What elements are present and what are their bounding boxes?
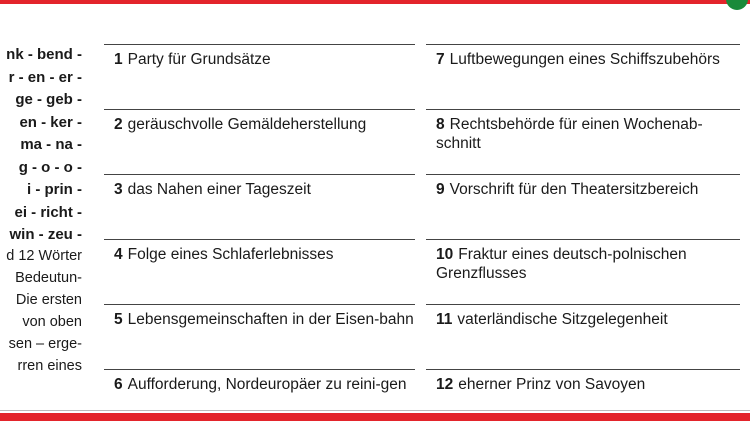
clue-number: 9 (436, 181, 445, 198)
syllable-row: ei - richt - (14, 203, 82, 221)
clue-item (426, 174, 740, 199)
clue-number: 5 (114, 311, 123, 328)
clue-text: eherner Prinz von Savoyen (458, 376, 646, 393)
clue-text: Vorschrift für den Theatersitzbereich (449, 181, 699, 198)
instruction-line: von oben (22, 314, 82, 330)
top-red-tab (214, 0, 228, 4)
clue-text: Fraktur eines deutsch-polnischen Grenzflusses (436, 246, 687, 282)
instruction-line: d 12 Wörter (6, 248, 82, 264)
clue-text: das Nahen einer Tageszeit (127, 181, 311, 198)
syllable-row: en - ker - (19, 113, 82, 131)
syllable-row: i - prin - (27, 181, 82, 198)
clue-item (426, 369, 740, 394)
clue-item (426, 304, 740, 329)
clue-number: 8 (436, 116, 445, 133)
clue-item (104, 304, 415, 329)
clue-text: Lebensgemeinschaften in der Eisen-bahn (127, 311, 414, 328)
clue-item (104, 369, 415, 394)
clue-item (426, 239, 740, 283)
clue-number: 11 (436, 311, 453, 328)
clue-number: 4 (114, 246, 123, 263)
bottom-red-bar (0, 413, 750, 421)
instructions-text (0, 245, 86, 377)
clue-item (426, 109, 740, 153)
clue-number: 7 (436, 51, 445, 68)
green-circle-marker (726, 0, 748, 10)
clue-text: vaterländische Sitzgelegenheit (457, 311, 668, 328)
clue-number: 12 (436, 376, 454, 393)
clue-text: Party für Grundsätze (127, 51, 271, 68)
clue-number: 3 (114, 181, 123, 198)
clue-text: Aufforderung, Nordeuropäer zu reini-gen (127, 376, 407, 393)
syllable-row: nk - bend - (6, 46, 82, 63)
instruction-line: sen – erge- (8, 336, 82, 352)
clue-item (426, 44, 740, 69)
clue-item (104, 44, 415, 69)
instruction-line: Die ersten (15, 292, 82, 308)
syllable-row: ge - geb - (15, 91, 82, 108)
syllable-row: g - o - o - (18, 158, 82, 176)
clue-text: Folge eines Schlaferlebnisses (127, 246, 334, 263)
syllable-row: r - en - er - (8, 68, 82, 86)
syllable-list (0, 44, 86, 247)
clue-item (104, 239, 415, 264)
syllable-row: ma - na - (20, 136, 82, 153)
clue-number: 2 (114, 116, 123, 133)
clue-number: 10 (436, 246, 454, 263)
top-red-bar (0, 0, 750, 4)
syllable-row: win - zeu - (9, 226, 82, 243)
clue-item (104, 109, 415, 134)
clue-text: geräuschvolle Gemäldeherstellung (127, 116, 367, 133)
instruction-line: Bedeutun- (15, 270, 82, 286)
clue-text: Rechtsbehörde für einen Wochenab-schnitt (436, 116, 703, 152)
clue-number: 6 (114, 376, 123, 393)
instruction-line: rren eines (17, 358, 82, 374)
bottom-divider (0, 410, 750, 411)
clue-text: Luftbewegungen eines Schiffszubehörs (449, 51, 720, 68)
clue-item (104, 174, 415, 199)
clue-number: 1 (114, 51, 123, 68)
